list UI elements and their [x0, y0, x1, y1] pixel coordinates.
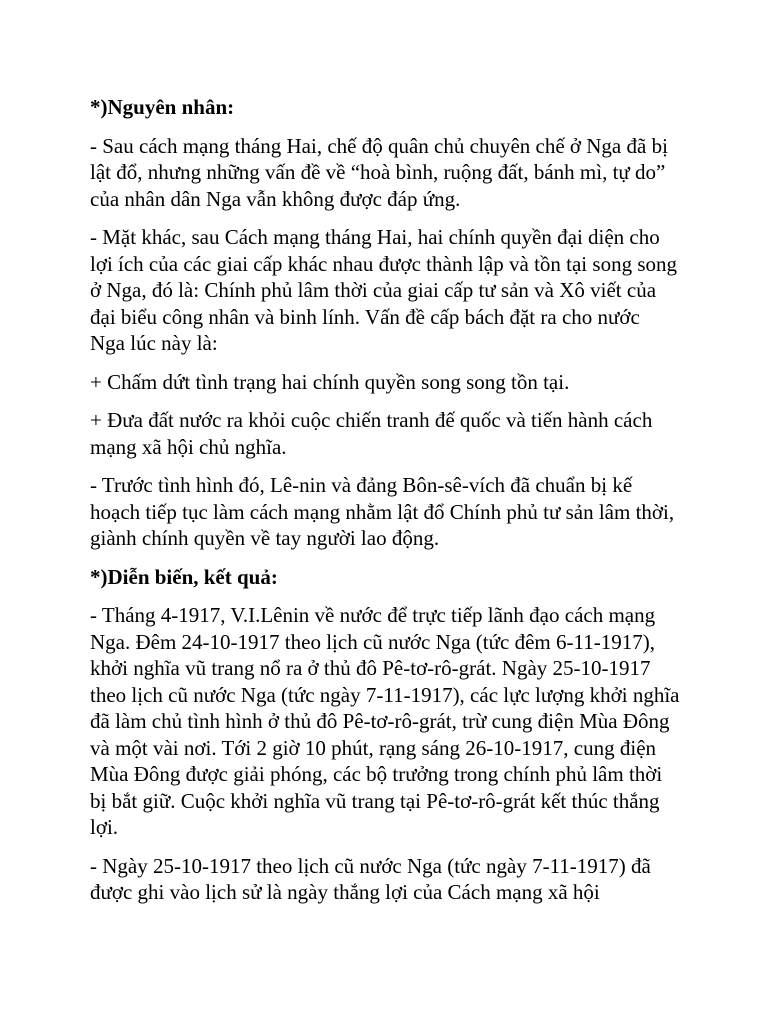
paragraph: - Sau cách mạng tháng Hai, chế độ quân chủ chuyên chế ở Nga đã bị lật đổ, nhưng những vấn đề về “hoà bình, ruộng đất, bánh mì, tự do” của nhân dân Nga vẫn không được đáp ứng. — [90, 133, 668, 211]
paragraph: - Trước tình hình đó, Lê-nin và đảng Bôn-sê-vích đã chuẩn bị kế hoạch tiếp tục làm cách mạng nhằm lật đổ Chính phủ tư sản lâm thời, giành chính quyền về tay người lao động. — [90, 473, 675, 550]
paragraph: + Chấm dứt tình trạng hai chính quyền song song tồn tại. — [90, 369, 570, 394]
paragraph: - Mặt khác, sau Cách mạng tháng Hai, hai chính quyền đại diện cho lợi ích của các giai cấp khác nhau được thành lập và tồn tại song song ở Nga, đó là: Chính phủ lâm thời của giai cấp tư sản và Xô viết của đại biểu công nhân và binh lính. Vấn đề cấp bách đặt ra cho nước Nga lúc này là: — [90, 225, 677, 355]
paragraph: - Ngày 25-10-1917 theo lịch cũ nước Nga (tức ngày 7-11-1917) đã được ghi vào lịch sử là ngày thắng lợi của Cách mạng xã hội — [90, 853, 651, 904]
document-body — [90, 94, 680, 918]
section-heading-events: *)Diễn biến, kết quả: — [90, 564, 278, 589]
section-heading-causes: *)Nguyên nhân: — [90, 95, 235, 119]
paragraph: + Đưa đất nước ra khỏi cuộc chiến tranh đế quốc và tiến hành cách mạng xã hội chủ nghĩa. — [90, 408, 653, 459]
paragraph: - Tháng 4-1917, V.I.Lênin về nước để trực tiếp lãnh đạo cách mạng Nga. Đêm 24-10-1917 theo lịch cũ nước Nga (tức đêm 6-11-1917), khởi nghĩa vũ trang nổ ra ở thủ đô Pê-tơ-rô-grát. Ngày 25-10-1917 theo lịch cũ nước Nga (tức ngày 7-11-1917), các lực lượng khởi nghĩa đã làm chủ tình hình ở thủ đô Pê-tơ-rô-grát, trừ cung điện Mùa Đông và một vài nơi. Tới 2 giờ 10 phút, rạng sáng 26-10-1917, cung điện Mùa Đông được giải phóng, các bộ trưởng trong chính phủ lâm thời bị bắt giữ. Cuộc khởi nghĩa vũ trang tại Pê-tơ-rô-grát kết thúc thắng lợi. — [90, 603, 680, 839]
